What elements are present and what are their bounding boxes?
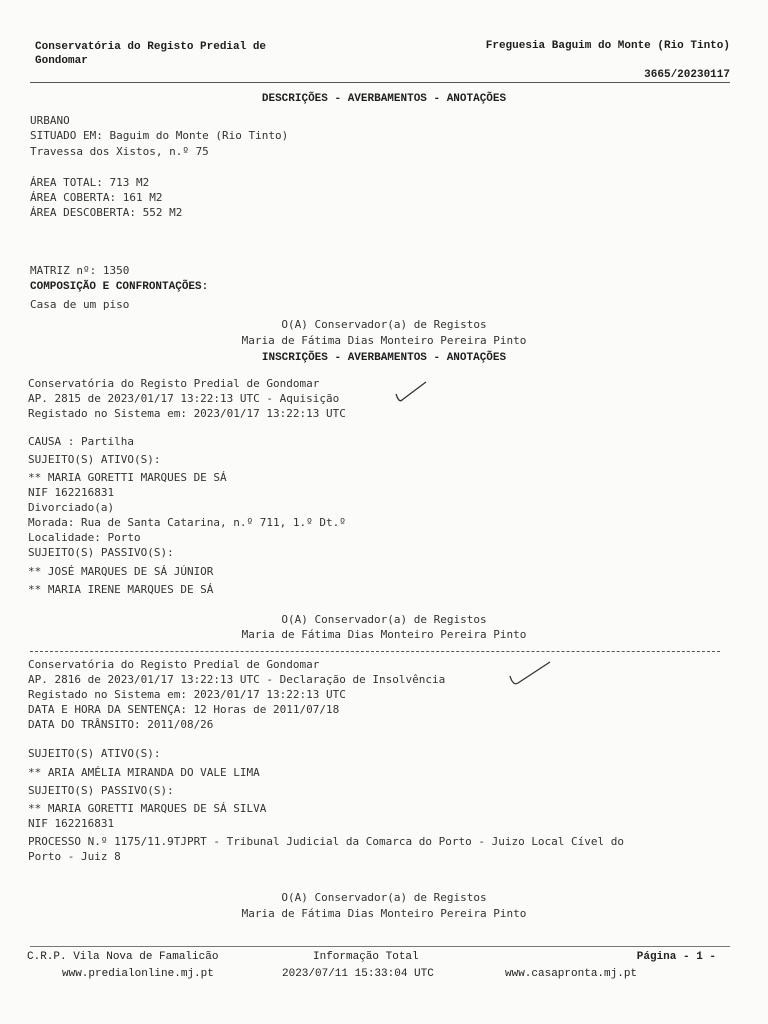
inscription-entry-2 [28, 657, 624, 864]
descriptions-title: DESCRIÇÕES - AVERBAMENTOS - ANOTAÇÕES [261, 93, 507, 105]
area-uncovered: ÁREA DESCOBERTA: 552 M2 [30, 206, 183, 219]
entry1-passive-subject-2: ** MARIA IRENE MARQUES DE SÁ [28, 583, 214, 596]
area-covered: ÁREA COBERTA: 161 M2 [30, 191, 163, 204]
matrix-number: MATRIZ nº: 1350 [30, 264, 130, 277]
entry1-registered: Registado no Sistema em: 2023/01/17 13:22:13 UTC [28, 407, 346, 420]
checkmark-icon [506, 658, 554, 688]
footer-casapronta-link[interactable]: www.casapronta.mj.pt [505, 968, 638, 980]
location-line-2: Travessa dos Xistos, n.º 75 [30, 145, 209, 158]
entry2-passive-subject: ** MARIA GORETTI MARQUES DE SÁ SILVA [28, 802, 267, 815]
footer-rule [30, 946, 730, 947]
entry2-process-line-1: PROCESSO N.º 1175/11.9TJPRT - Tribunal Judicial da Comarca do Porto - Juizo Local Cível do [28, 835, 625, 848]
inscriptions-title: INSCRIÇÕES - AVERBAMENTOS - ANOTAÇÕES [261, 352, 507, 364]
signature-role-3: O(A) Conservador(a) de Registos [281, 891, 487, 904]
entry1-cause: CAUSA : Partilha [28, 435, 134, 448]
entry2-active-label: SUJEITO(S) ATIVO(S): [28, 747, 161, 760]
entry1-active-subject: ** MARIA GORETTI MARQUES DE SÁ [28, 471, 227, 484]
entry2-transit: DATA DO TRÂNSITO: 2011/08/26 [28, 718, 214, 731]
checkmark-icon [392, 378, 432, 404]
area-total: ÁREA TOTAL: 713 M2 [30, 176, 150, 189]
office-name: Conservatória do Registo Predial de Gondomar [35, 41, 267, 67]
property-description [30, 113, 288, 220]
entry1-status: Divorciado(a) [28, 501, 115, 514]
entry1-passive-subject-1: ** JOSÉ MARQUES DE SÁ JÚNIOR [28, 565, 214, 578]
entry2-passive-label: SUJEITO(S) PASSIVO(S): [28, 784, 174, 797]
signature-name-3: Maria de Fátima Dias Monteiro Pereira Pinto [241, 907, 527, 920]
signature-role-2: O(A) Conservador(a) de Registos [281, 613, 487, 626]
entry1-passive-label: SUJEITO(S) PASSIVO(S): [28, 546, 174, 559]
entry1-nif: NIF 162216831 [28, 486, 115, 499]
entry-separator [30, 651, 720, 652]
entry1-address: Morada: Rua de Santa Catarina, n.º 711, 1.º Dt.º [28, 516, 346, 529]
footer-page-number: Página - 1 - [636, 951, 716, 963]
inscription-entry-1 [28, 376, 346, 597]
footer-info-label: Informação Total [313, 951, 419, 963]
entry2-registered: Registado no Sistema em: 2023/01/17 13:22:13 UTC [28, 688, 346, 701]
entry1-ap: AP. 2815 de 2023/01/17 13:22:13 UTC - Aquisição [28, 392, 340, 405]
entry2-process-line-2: Porto - Juiz 8 [28, 850, 121, 863]
document-code: 3665/20230117 [644, 69, 730, 81]
composition-value: Casa de um piso [30, 298, 130, 311]
composition-label: COMPOSIÇÃO E CONFRONTAÇÕES: [30, 281, 209, 293]
property-type: URBANO [30, 114, 70, 127]
entry2-sentence: DATA E HORA DA SENTENÇA: 12 Horas de 2011/07/18 [28, 703, 340, 716]
entry2-office: Conservatória do Registo Predial de Gondomar [28, 658, 320, 671]
location-line-1: SITUADO EM: Baguim do Monte (Rio Tinto) [30, 129, 289, 142]
footer-timestamp: 2023/07/11 15:33:04 UTC [282, 968, 434, 980]
entry1-locality: Localidade: Porto [28, 531, 141, 544]
footer-crp: C.R.P. Vila Nova de Famalicão [27, 951, 219, 963]
parish-name: Freguesia Baguim do Monte (Rio Tinto) [485, 40, 730, 52]
signature-role-1: O(A) Conservador(a) de Registos [281, 318, 487, 331]
entry2-ap: AP. 2816 de 2023/01/17 13:22:13 UTC - Declaração de Insolvência [28, 673, 446, 686]
composition-block [30, 263, 208, 312]
header-rule [30, 82, 730, 83]
signature-name-1: Maria de Fátima Dias Monteiro Pereira Pinto [241, 334, 527, 347]
entry1-active-label: SUJEITO(S) ATIVO(S): [28, 453, 161, 466]
footer-predial-link[interactable]: www.predialonline.mj.pt [62, 968, 214, 980]
entry2-nif: NIF 162216831 [28, 817, 115, 830]
signature-name-2: Maria de Fátima Dias Monteiro Pereira Pinto [241, 628, 527, 641]
entry2-active-subject: ** ARIA AMÉLIA MIRANDA DO VALE LIMA [28, 766, 260, 779]
entry1-office: Conservatória do Registo Predial de Gondomar [28, 377, 320, 390]
